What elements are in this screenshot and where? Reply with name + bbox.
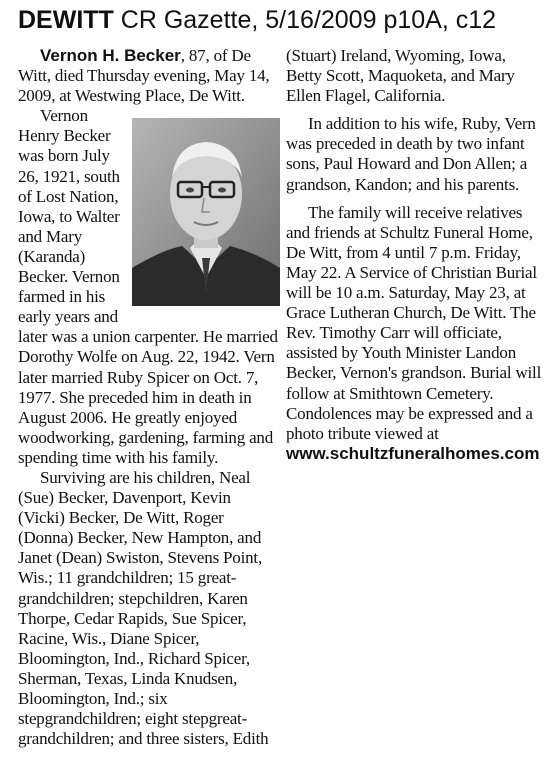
clipping-header bbox=[18, 4, 496, 36]
survivors-paragraph-continued: (Stuart) Ireland, Wyoming, Iowa, Betty Scott, Maquoketa, and Mary Ellen Flagel, California. bbox=[286, 46, 515, 106]
biography-paragraph: Vernon Henry Becker was born July 26, 1921, south of Lost Nation, Iowa, to Walter and Mary (Karanda) Becker. Vernon farmed in his early years and later was a union carpenter. He married Dorothy Wolfe on Aug. 22, 1942. Vern later married Ruby Spicer on Oct. 7, 1977. She preceded him in death in August 2006. He greatly enjoyed woodworking, gardening, farming and spending time with his family. bbox=[18, 106, 278, 467]
funeral-home-url[interactable]: www.schultzfuneralhomes.com bbox=[286, 443, 540, 463]
source-citation: CR Gazette, 5/16/2009 p10A, c12 bbox=[120, 6, 497, 34]
portrait-photo bbox=[132, 118, 280, 306]
services-paragraph bbox=[286, 203, 544, 464]
obituary-column-right bbox=[286, 46, 544, 464]
intro-text: , 87, of De Witt, died Thursday evening, May 14, 2009, at Westwing Place, De Witt. bbox=[18, 46, 270, 106]
deceased-name: Vernon H. Becker bbox=[40, 46, 181, 65]
obituary-intro bbox=[18, 46, 280, 106]
services-text: The family will receive relatives and friends at Schultz Funeral Home, De Witt, from 4 until 7 p.m. Friday, May 22. A Service of Christian Burial will be 10 a.m. Saturday, May 23, at Grace Lutheran Church, De Witt. The Rev. Timothy Carr will officiate, assisted by Youth Minister Landon Becker, Vernon's grandson. Burial will follow at Smithtown Cemetery. Condolences may be expressed and a photo tribute viewed at bbox=[286, 202, 542, 443]
obituary-column-left bbox=[18, 46, 280, 749]
publication-label: DEWITT bbox=[18, 6, 114, 34]
survivors-paragraph: Surviving are his children, Neal (Sue) Becker, Davenport, Kevin (Vicki) Becker, De Witt, Roger (Donna) Becker, New Hampton, and Janet (Dean) Swiston, Stevens Point, Wis.; 11 grandchildren; 15 great-grandchildren; stepchildren, Karen Thorpe, Cedar Rapids, Sue Spicer, Racine, Wis., Diane Spicer, Bloomington, Ind., Richard Spicer, Sherman, Texas, Linda Knudsen, Bloomington, Ind.; six stepgrandchildren; eight stepgreat-grandchildren; and three sisters, Edith bbox=[18, 467, 269, 749]
preceded-paragraph: In addition to his wife, Ruby, Vern was preceded in death by two infant sons, Paul Howard and Don Allen; a grandson, Kandon; and his parents. bbox=[286, 114, 536, 194]
